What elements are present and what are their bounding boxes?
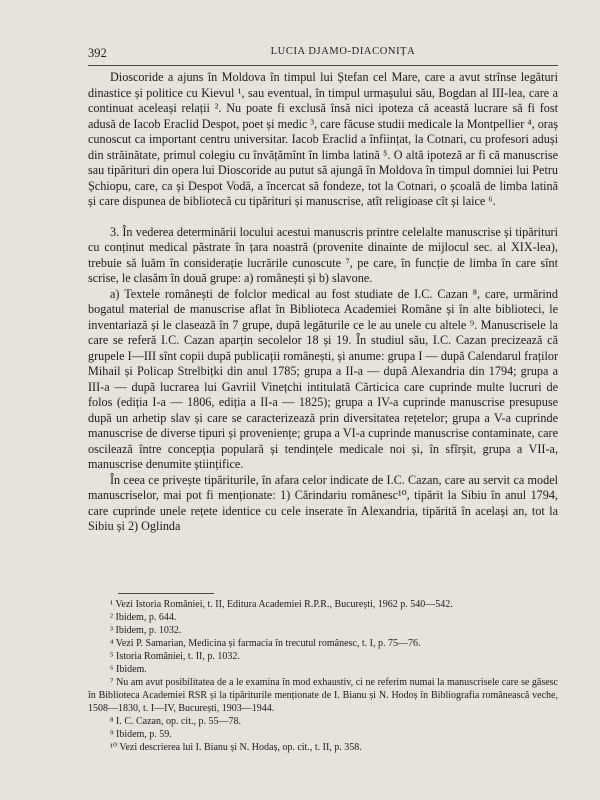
main-text <box>88 70 558 535</box>
footnote: ⁸ I. C. Cazan, op. cit., p. 55—78. <box>110 716 241 727</box>
paragraph: În ceea ce privește tipăriturile, în afara celor indicate de I.C. Cazan, care au servit ca model manuscriselor, mai pot fi menționate: 1) Cărindariu românesc¹⁰, tipărit la Sibiu în anul 1794, care cuprinde unele rețete identice cu cele inserate în Alexandria, tipărită în același an, tot la Sibiu și 2) Oglinda <box>88 472 558 533</box>
page-header <box>88 46 558 62</box>
footnote: ¹⁰ Vezi descrierea lui I. Bianu și N. Hodaș, op. cit., t. II, p. 358. <box>110 742 362 753</box>
footnote: ¹ Vezi Istoria României, t. II, Editura Academiei R.P.R., București, 1962 p. 540—542. <box>110 599 453 610</box>
footnotes <box>88 598 558 754</box>
paragraph: 3. În vederea determinării locului acestui manuscris printre celelalte manuscrise și tipărituri cu conținut medical păstrate în țara noastră (provenite dinainte de mijlocul sec. al XIX-lea), trebuie să luăm în considerație lucrările cunoscute ⁷, pe care, în funcție de limba în care sînt scrise, le clasăm în două grupe: a) românești și b) slavone. <box>88 224 558 285</box>
page-number: 392 <box>88 46 107 60</box>
footnote: ⁷ Nu am avut posibilitatea de a le examina în mod exhaustiv, ci ne referim numai la manuscrisele care se găsesc în Biblioteca Academiei RSR și la tipăriturile menționate de I. Bianu și N. Hodoș în Bibliografia românească veche, 1508—1830, t. I—IV, București, 1903—1944. <box>88 677 558 714</box>
footnote: ⁴ Vezi P. Samarian, Medicina și farmacia în trecutul românesc, t. I, p. 75—76. <box>110 638 421 649</box>
footnote: ⁶ Ibidem. <box>110 664 147 675</box>
footnote: ⁵ Istoria României, t. II, p. 1032. <box>110 651 240 662</box>
footnote-rule <box>118 593 214 594</box>
header-rule <box>88 65 558 66</box>
paragraph: Dioscoride a ajuns în Moldova în timpul lui Ștefan cel Mare, care a avut strînse legături dinastice și politice cu Kievul ¹, sau eventual, în timpul urmașului său, Bogdan al III-lea, care a continuat aceleași relații ². Nu poate fi exclusă însă nici ipoteza că această lucrare să fi fost adusă de Iacob Eraclid Despot, poet și medic ³, care făcuse studii medicale la Montpellier ⁴, oraș cunoscut ca important centru universitar. Iacob Eraclid a înființat, la Cotnari, cu profesori aduși din străinătate, primul colegiu cu învățămînt în limba latină ⁵. O altă ipoteză ar fi că manuscrise sau tipărituri din opera lui Dioscoride au putut să ajungă în Moldova în timpul domniei lui Petru Șchiopu, care, ca și Despot Vodă, a încercat să fondeze, tot la Cotnari, o școală de limba latină și care dispunea de bibliotecă cu tipărituri și manuscrise, atît religioase cît și laice ⁶. <box>88 70 558 208</box>
running-title: LUCIA DJAMO-DIACONIȚA <box>270 46 416 57</box>
paragraph: a) Textele românești de folclor medical au fost studiate de I.C. Cazan ⁸, care, urmărind bogatul material de manuscrise aflat în Biblioteca Academiei Române și în alte biblioteci, le inventariază și le clasează în 7 grupe, după legăturile ce le au unele cu altele ⁹. Manuscrisele la care se referă I.C. Cazan aparțin secolelor 18 și 19. În studiul său, I.C. Cazan precizează că grupele I—III sînt copii după publicații românești, și anume: grupa I — după Calendarul fraților Mihail și Policap Strelbițki din anul 1785; grupa a II-a — după Alexandria din 1794; grupa a III-a — după lucrarea lui Gavriil Vinețchi intitulată Cărticica care cuprinde multe lucruri de folos (ediția I-a — 1806, ediția a II-a — 1825); grupa a IV-a cuprinde manuscrise presupuse după un arhetip slav și care se caracterizează prin diversitatea rețetelor; grupa a V-a cuprinde manuscrise de diverse tipuri și proveniențe; grupa a VI-a cuprinde manuscrise contaminate, care oscilează între concepția populară și tendințele medicale noi și, în sfîrșit, grupa a VII-a, manuscrise denumite științifice. <box>88 286 558 471</box>
footnote: ² Ibidem, p. 644. <box>110 612 177 623</box>
footnote: ³ Ibidem, p. 1032. <box>110 625 182 636</box>
footnote: ⁹ Ibidem, p. 59. <box>110 729 172 740</box>
